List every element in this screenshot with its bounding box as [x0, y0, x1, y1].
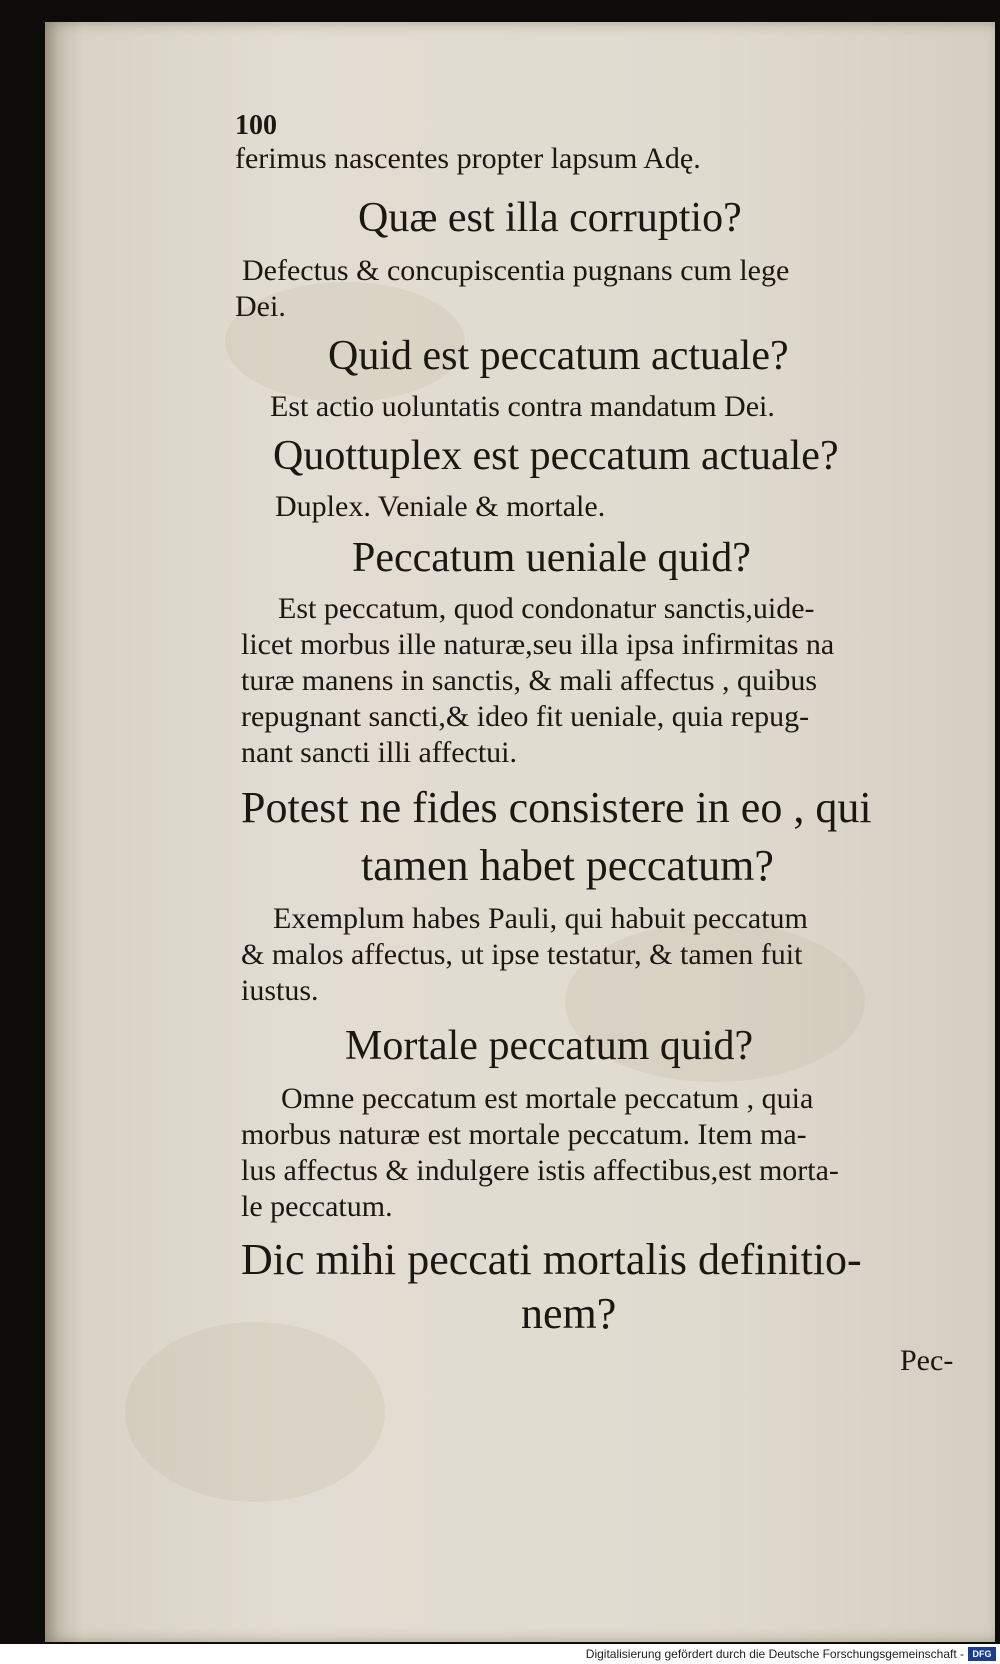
text-line: Est actio uoluntatis contra mandatum Dei.	[270, 390, 775, 423]
question-heading: Quæ est illa corruptio?	[358, 195, 742, 241]
text-line: ferimus nascentes propter lapsum Adę.	[235, 142, 701, 175]
text-line: Duplex. Veniale & mortale.	[275, 490, 606, 523]
question-heading: Quid est peccatum actuale?	[328, 333, 789, 379]
page-text	[45, 22, 995, 1642]
text-line: & malos affectus, ut ipse testatur, & tamen fuit	[241, 938, 803, 971]
question-heading: Mortale peccatum quid?	[345, 1023, 754, 1069]
text-line: le peccatum.	[241, 1190, 393, 1223]
catchword: Pec-	[900, 1344, 954, 1377]
question-heading: nem?	[521, 1289, 617, 1338]
text-line: Est peccatum, quod condonatur sanctis,uide-	[278, 592, 815, 625]
dfg-logo: DFG	[968, 1647, 996, 1661]
text-line: Defectus & concupiscentia pugnans cum lege	[242, 254, 790, 287]
question-heading: Quottuplex est peccatum actuale?	[273, 433, 839, 479]
footer-credit: Digitalisierung gefördert durch die Deutsche Forschungsgemeinschaft -	[585, 1647, 964, 1661]
question-heading: tamen habet peccatum?	[361, 841, 774, 890]
page-number: 100	[235, 110, 277, 141]
text-line: turæ manens in sanctis, & mali affectus , quibus	[241, 664, 818, 697]
text-line: Exemplum habes Pauli, qui habuit peccatum	[273, 902, 808, 935]
book-page	[45, 22, 995, 1642]
text-line: morbus naturæ est mortale peccatum. Item ma-	[241, 1118, 807, 1151]
text-line: lus affectus & indulgere istis affectibus,est morta-	[241, 1154, 839, 1187]
text-line: repugnant sancti,& ideo fit ueniale, quia repug-	[241, 700, 810, 733]
text-line: iustus.	[241, 974, 319, 1007]
digitization-footer	[0, 1644, 1000, 1664]
text-line: Omne peccatum est mortale peccatum , quia	[281, 1082, 814, 1115]
text-line: licet morbus ille naturæ,seu illa ipsa infirmitas na	[241, 628, 835, 661]
question-heading: Potest ne fides consistere in eo , qui	[241, 783, 872, 832]
question-heading: Peccatum ueniale quid?	[352, 535, 751, 581]
question-heading: Dic mihi peccati mortalis definitio-	[241, 1235, 862, 1284]
text-line: nant sancti illi affectui.	[241, 736, 518, 769]
text-line: Dei.	[235, 290, 286, 323]
